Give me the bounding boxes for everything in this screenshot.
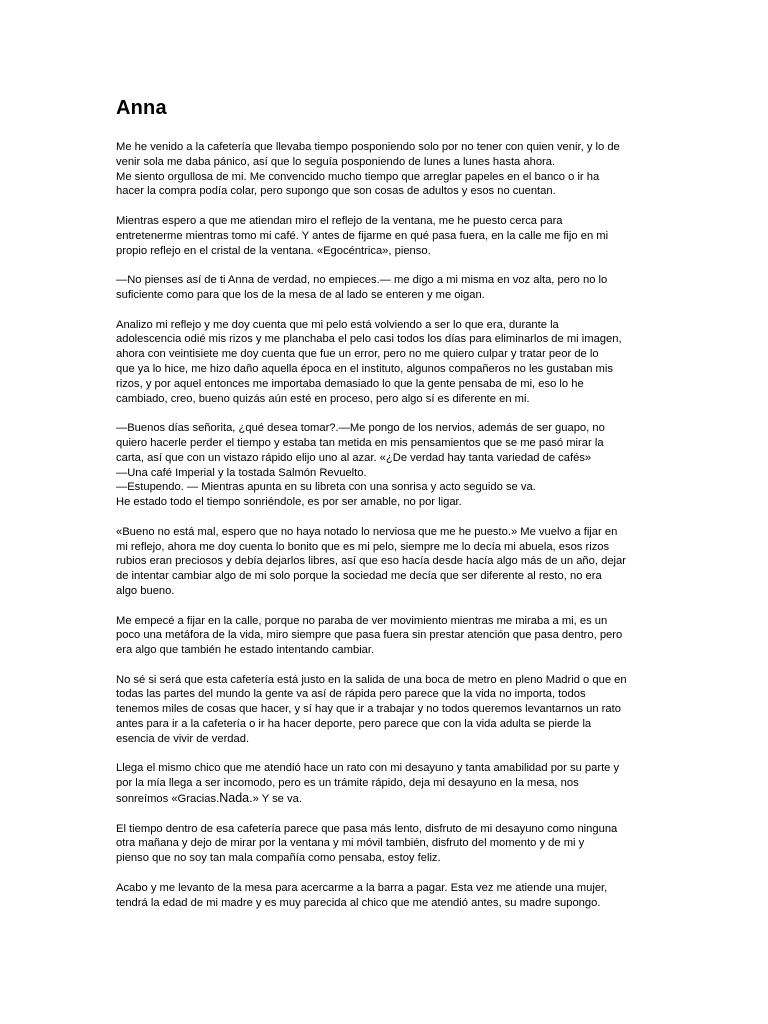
text-line: propio reflejo en el cristal de la ventana. «Egocéntrica», pienso. — [116, 244, 431, 257]
text-line: Me empecé a fijar en la calle, porque no paraba de ver movimiento mientras me miraba a mi, es un — [116, 614, 608, 627]
paragraph-3 — [116, 273, 652, 303]
text-line: hacer la compra podía colar, pero supongo que son cosas de adultos y esos no cuentan. — [116, 185, 556, 198]
text-line: «Bueno no está mal, espero que no haya notado lo nerviosa que me he puesto.» Me vuelvo a fijar en — [116, 525, 618, 538]
text-line: antes para ir a la cafetería o ir ha hacer deporte, pero parece que con la vida adulta se pierde la — [116, 718, 592, 731]
text-line: cambiado, creo, bueno quizás aún esté en proceso, pero algo sí es diferente en mi. — [116, 392, 530, 405]
text-line: Mientras espero a que me atiendan miro el reflejo de la ventana, me he puesto cerca para — [116, 214, 563, 227]
text-line: adolescencia odié mis rizos y me planchaba el pelo casi todos los días para eliminarlos de mi imagen, — [116, 333, 622, 346]
paragraph-4 — [116, 318, 652, 407]
text-line: de intentar cambiar algo de mi solo porque la sociedad me decía que ser diferente al resto, no era — [116, 570, 602, 583]
paragraph-6 — [116, 525, 652, 599]
text-line: algo bueno. — [116, 584, 175, 597]
text-line: —No pienses así de ti Anna de verdad, no empieces.— me digo a mi misma en voz alta, pero no lo — [116, 274, 608, 287]
text-line: tendrá la edad de mi madre y es muy parecida al chico que me atendió antes, su madre supongo. — [116, 896, 601, 909]
text-line: tenemos miles de cosas que hacer, y sí hay que ir a trabajar y no todos queremos levantarnos un rato — [116, 703, 621, 716]
text-line: carta, así que con un vistazo rápido elijo uno al azar. «¿De verdad hay tanta variedad de cafés» — [116, 451, 592, 464]
paragraph-9 — [116, 761, 652, 806]
text-line: rubios eran preciosos y debía dejarlos libres, así que eso hacía desde hacía algo más de un año, dejar — [116, 555, 626, 568]
document-title: Anna — [116, 97, 167, 119]
text-line: —Una café Imperial y la tostada Salmón Revuelto. — [116, 466, 367, 479]
text-line: Llega el mismo chico que me atendió hace un rato con mi desayuno y tanta amabilidad por su parte y — [116, 762, 620, 775]
paragraph-5 — [116, 421, 652, 510]
text-line: otra mañana y dejo de mirar por la ventana y mi móvil también, disfruto del momento y de mi y — [116, 837, 585, 850]
text-line: quiero hacerle perder el tiempo y estaba tan metida en mis pensamientos que se me pasó mirar la — [116, 436, 604, 449]
text-line: —Estupendo. — Mientras apunta en su libreta con una sonrisa y acto seguido se va. — [116, 481, 536, 494]
paragraph-2 — [116, 214, 652, 258]
text-line: Me siento orgullosa de mi. Me convencido mucho tiempo que arreglar papeles en el banco o ir ha — [116, 170, 600, 183]
text-line: Analizo mi reflejo y me doy cuenta que mi pelo está volviendo a ser lo que era, durante la — [116, 318, 559, 331]
text-line: Acabo y me levanto de la mesa para acercarme a la barra a pagar. Esta vez me atiende una mujer, — [116, 881, 608, 894]
text-line: mi reflejo, ahora me doy cuenta lo bonito que es mi pelo, siempre me lo decía mi abuela, esos rizos — [116, 540, 610, 553]
text-line: era algo que también he estado intentando cambiar. — [116, 644, 375, 657]
text-line: por la mía llega a ser incomodo, pero es un trámite rápido, deja mi desayuno en la mesa, nos — [116, 777, 579, 790]
document-page — [116, 96, 652, 925]
text-line: pienso que no soy tan mala compañía como pensaba, estoy feliz. — [116, 852, 441, 865]
text-line-mixed — [116, 791, 652, 807]
text-line: que ya lo hice, me hizo daño aquella época en el instituto, algunos compañeros no les gustaban mis — [116, 362, 613, 375]
paragraph-7 — [116, 614, 652, 658]
paragraph-8 — [116, 673, 652, 747]
text-line: poco una metáfora de la vida, miro siempre que pasa fuera sin prestar atención que pasa dentro, pero — [116, 629, 623, 642]
text-line: He estado todo el tiempo sonriéndole, es por ser amable, no por ligar. — [116, 496, 462, 509]
text-line: El tiempo dentro de esa cafetería parece que pasa más lento, disfruto de mi desayuno como ninguna — [116, 822, 618, 835]
text-line: todas las partes del mundo la gente va así de rápida pero parece que la vida no importa, todos — [116, 688, 586, 701]
text-line: venir sola me daba pánico, así que lo seguía posponiendo de lunes a lunes hasta ahora. — [116, 155, 556, 168]
text-line: suficiente como para que los de la mesa de al lado se enteren y me oigan. — [116, 288, 485, 301]
text-line: ahora con veintisiete me doy cuenta que fue un error, pero no me quiero culpar y tratar peor de lo — [116, 348, 599, 361]
text-line: —Buenos días señorita, ¿qué desea tomar?.—Me pongo de los nervios, además de ser guapo, no — [116, 422, 605, 435]
text-line: esencia de vivir de verdad. — [116, 732, 250, 745]
text-line: rizos, y por aquel entonces me importaba demasiado lo que la gente pensaba de mi, eso lo he — [116, 377, 584, 390]
paragraph-1 — [116, 140, 652, 199]
paragraph-10 — [116, 822, 652, 866]
text-fragment: sonreímos «Gracias. — [116, 793, 220, 806]
text-line: No sé si será que esta cafetería está justo en la salida de una boca de metro en pleno Madrid o que en — [116, 673, 627, 686]
text-fragment-nada: Nada. — [219, 791, 253, 806]
paragraph-11 — [116, 881, 652, 911]
text-fragment: » Y se va. — [252, 793, 302, 806]
text-line: entretenerme mientras tomo mi café. Y antes de fijarme en qué pasa fuera, en la calle me fijo en mi — [116, 229, 609, 242]
text-line: Me he venido a la cafetería que llevaba tiempo posponiendo solo por no tener con quien venir, y lo de — [116, 141, 620, 153]
